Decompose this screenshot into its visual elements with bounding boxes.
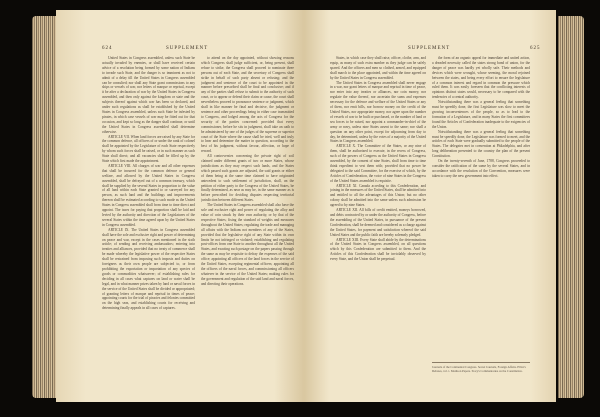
paragraph: ARTICLE VII. When land forces are raised by any State for the common defence, all officers of or under the rank of colonel shall be appointed by the Legislature of each State respectively by whom such forces shall be raised, or in such manner as such State shall direct; and all vacancies shall be filled up by the State which first made the appointment.	[102, 134, 195, 164]
page-edges-right	[558, 16, 584, 398]
text-column-2	[432, 56, 530, 356]
paragraph: ARTICLE VIII. All charges of war and all other expenses that shall be incurred for the common defence or general welfare, and allowed by the United States in Congress assembled, shall be defrayed out of a common treasury, which shall be supplied by the several States in proportion to the value of all land within each State granted to or surveyed for any person, as such land and the buildings and improvements thereon shall be estimated according to such mode as the United States in Congress assembled shall from time to time direct and appoint. The taxes for paying that proportion shall be laid and levied by the authority and direction of the Legislatures of the several States within the time agreed upon by the United States in Congress assembled.	[102, 163, 195, 227]
page-number: 625	[530, 46, 541, 51]
running-head: SUPPLEMENT	[408, 46, 451, 51]
paragraph: The United States in Congress assembled shall also have the sole and exclusive right and power of regulating the alloy and value of coin struck by their own authority, or by that of the respective States; fixing the standard of weights and measures throughout the United States; regulating the trade and managing all affairs with the Indians not members of any of the States, provided that the legislative right of any State within its own limits be not infringed or violated; establishing and regulating post-offices from one State to another throughout all the United States, and exacting such postage on the papers passing through the same as may be requisite to defray the expenses of the said office; appointing all officers of the land forces in the service of the United States, excepting regimental officers; appointing all the officers of the naval forces, and commissioning all officers whatever in the service of the United States; making rules for the government and regulation of the said land and naval forces, and directing their operations.	[201, 203, 294, 286]
text-column-1	[330, 56, 426, 392]
text-column-1	[102, 56, 195, 392]
footnote: Journals of the Continental Congress. Secret Journals, Foreign Affairs. Elliot's Debates, vol. i. Madison Papers. Story's Commentaries on the Constitution.	[432, 362, 530, 373]
text-column-2	[201, 56, 294, 392]
paragraph: ARTICLE X. The Committee of the States, or any nine of them, shall be authorized to execute, in the recess of Congress, such of the powers of Congress as the United States in Congress assembled, by the consent of nine States, shall from time to time think expedient to vest them with; provided that no power be delegated to the said Committee, for the exercise of which, by the Articles of Confederation, the voice of nine States in the Congress of the United States assembled is requisite.	[330, 144, 426, 183]
paragraph: Notwithstanding there was a general feeling that something must be speedily done, the Legislature was formed to meet, and the articles of each State were gradually submitted to the people of the States. The delegates met in convention at Philadelphia, and after long deliberation presented to the country the plan of the present Constitution.	[432, 129, 530, 159]
page-number: 624	[102, 46, 113, 51]
paragraph: ARTICLE IX. The United States in Congress assembled shall have the sole and exclusive right and power of determining on peace and war, except in the cases mentioned in the sixth article; of sending and receiving ambassadors; entering into treaties and alliances, provided that no treaty of commerce shall be made whereby the legislative power of the respective States shall be restrained from imposing such imposts and duties on foreigners as their own people are subjected to, or from prohibiting the exportation or importation of any species of goods or commodities whatsoever; of establishing rules for deciding in all cases what captures on land or water shall be legal, and in what manner prizes taken by land or naval forces in the service of the United States shall be divided or appropriated; of granting letters of marque and reprisal in times of peace; appointing courts for the trial of piracies and felonies committed on the high seas, and establishing courts for receiving and determining finally appeals in all cases of captures.	[102, 227, 195, 311]
page-edges-left	[32, 16, 58, 398]
paragraph: States, in which case they shall raise, officer, clothe, arm, and equip, as many of such extra number as they judge can be safely spared. And the officers and men so clothed, armed, and equipped shall march to the place appointed, and within the time agreed on by the United States in Congress assembled.	[330, 56, 426, 80]
right-page	[304, 10, 556, 402]
paragraph: United States in Congress assembled, unless such State be actually invaded by enemies, or shall have received certain advice of a resolution being formed by some nation of Indians to invade such State, and the danger is so imminent as not to admit of a delay till the United States in Congress assembled can be consulted; nor shall any State grant commissions to any ships or vessels of war, nor letters of marque or reprisal, except it be after a declaration of war by the United States in Congress assembled, and then only against the kingdom or state and the subjects thereof against which war has been so declared, and under such regulations as shall be established by the United States in Congress assembled, unless such State be infested by pirates, in which case vessels of war may be fitted out for that occasion, and kept so long as the danger shall continue, or until the United States in Congress assembled shall determine otherwise.	[102, 56, 195, 134]
paragraph: The United States in Congress assembled shall never engage in a war, nor grant letters of marque and reprisal in time of peace, nor enter into any treaties or alliances, nor coin money, nor regulate the value thereof, nor ascertain the sums and expenses necessary for the defence and welfare of the United States or any of them, nor emit bills, nor borrow money on the credit of the United States, nor appropriate money, nor agree upon the number of vessels of war to be built or purchased, or the number of land or sea forces to be raised, nor appoint a commander-in-chief of the army or navy, unless nine States assent to the same; nor shall a question on any other point, except for adjourning from day to day, be determined, unless by the votes of a majority of the United States in Congress assembled.	[330, 80, 426, 144]
paragraph: All controversies concerning the private right of soil claimed under different grants of two or more States, whose jurisdictions as they may respect such lands, and the States which passed such grants are adjusted, the said grants or either of them being at the same time claimed to have originated antecedent to such settlement of jurisdiction, shall, on the petition of either party to the Congress of the United States, be finally determined, as near as may be, in the same manner as is before prescribed for deciding disputes respecting territorial jurisdiction between different States.	[201, 154, 294, 203]
paragraph: the form of an organic appeal for immediate and united action, a dreaded necessity called the states strong bond of union, for the danger of peace was hardly yet wholly safe. Their methods and devices which were wrought, whose seeming, the moral rejoined between the states, and being every effort to ensure the legislature of a common interest and regard in common the pressure which ruled them. It was easily foreseen that the conflicting interests of opinions distinct states would, necessary to be compared with the tendencies of a central authority.	[432, 56, 530, 100]
paragraph: Notwithstanding there was a general feeling that something must be speedily done, the first Legislature was slow to meet the growing inconveniences of the people, so as to lead to the formation of a Legislature, and in many States the first committees found the Articles of Confederation inadequate to the exigencies of the Union.	[432, 100, 530, 129]
paragraph: to attend on the day appointed, without showing reasons which Congress shall judge sufficient, or, being present, shall refuse to strike, the Congress shall proceed to nominate three persons out of each State, and the secretary of Congress shall strike in behalf of such party absent or refusing; and the judgment and sentence of the court to be appointed in the manner before prescribed shall be final and conclusive; and if any of the parties shall refuse to submit to the authority of such court, or to appear or defend their claim or cause, the court shall nevertheless proceed to pronounce sentence or judgment, which shall in like manner be final and decisive, the judgment or sentence and other proceedings being in either case transmitted to Congress, and lodged among the acts of Congress for the security of the parties concerned: provided that every commissioner, before he sits in judgment, shall take an oath to be administered by one of the judges of the supreme or superior court of the State where the cause shall be tried, well and truly to hear and determine the matter in question, according to the best of his judgment, without favour, affection, or hope of reward.	[201, 56, 294, 154]
paragraph: On the twenty-seventh of June, 1788, Congress proceeded to consider the ratification of the same by the several States, and in accordance with the resolution of the Convention, measures were taken to carry the new government into effect.	[432, 159, 530, 178]
book-spread	[30, 6, 586, 406]
left-page	[56, 10, 304, 402]
running-head: SUPPLEMENT	[166, 46, 209, 51]
paragraph: ARTICLE XI. Canada acceding to this Confederation, and joining in the measures of the United States, shall be admitted into and entitled to all the advantages of this Union; but no other colony shall be admitted into the same unless such admission be agreed to by nine States.	[330, 183, 426, 208]
paragraph: ARTICLE XIII. Every State shall abide by the determinations of the United States in Congress assembled, on all questions which by this Confederation are submitted to them. And the Articles of this Confederation shall be inviolably observed by every State, and the Union shall be perpetual.	[330, 237, 426, 262]
paragraph: ARTICLE XII. All bills of credit emitted, moneys borrowed, and debts contracted by or under the authority of Congress, before the assembling of the United States, in pursuance of the present Confederation, shall be deemed and considered as a charge against the United States, for payment and satisfaction whereof the said United States and the public faith are hereby solemnly pledged.	[330, 208, 426, 237]
